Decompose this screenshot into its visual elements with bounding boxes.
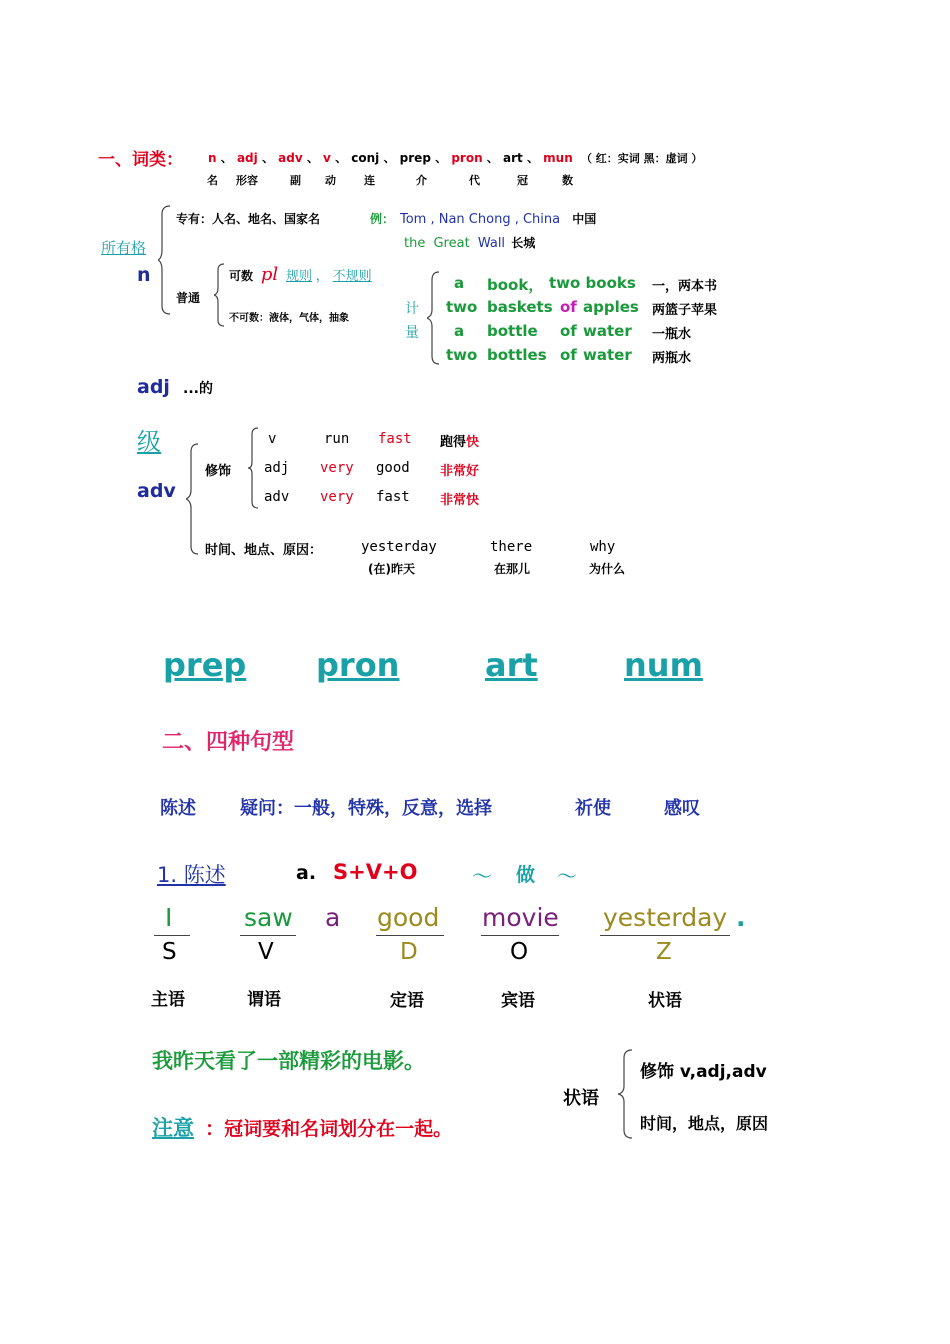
- wc-n: n: [208, 151, 217, 165]
- adj-suffix: ...的: [183, 381, 213, 397]
- role-attributive: 定语: [390, 991, 424, 1011]
- adverbial-label: 状语: [563, 1088, 599, 1109]
- wc-cn-5: 连: [364, 174, 375, 187]
- type-question: 疑问：一般，特殊，反意，选择: [240, 798, 492, 819]
- possessive-label: 所有格: [101, 239, 147, 257]
- section2-title: 二、四种句型: [162, 730, 295, 755]
- word-class-list: [208, 149, 702, 166]
- mod-row-1-cn-emph: 快: [466, 435, 480, 450]
- note-row: [152, 1112, 452, 1142]
- mod-row-1-w2: run: [324, 431, 350, 447]
- tilde-left: ～: [472, 864, 492, 888]
- mod-row-2-w2: very: [320, 460, 354, 476]
- measure-row-2-cn: 两篮子苹果: [652, 303, 718, 318]
- wc-sep: 、: [486, 151, 499, 165]
- there-word: there: [490, 539, 533, 555]
- wc-sep: 、: [335, 151, 348, 165]
- section1-title: [98, 145, 183, 170]
- role-subject: 主语: [151, 990, 185, 1010]
- wc-prep: prep: [399, 151, 431, 165]
- do-label: 做: [516, 864, 536, 886]
- example-1: [400, 210, 596, 227]
- sentence-period: .: [736, 903, 746, 932]
- note-text: ：冠词要和名词划分在一起。: [205, 1118, 453, 1140]
- tilde-right: ～: [557, 864, 577, 888]
- wc-cn-8: 冠: [517, 174, 528, 187]
- wc-pron: pron: [451, 151, 483, 165]
- example-2-cn: 长城: [511, 236, 536, 250]
- tag-D: D: [400, 939, 418, 965]
- wc-cn-2: 形容: [236, 174, 258, 187]
- irregular-rule: 不规则: [332, 269, 372, 284]
- countable-label: 可数: [229, 269, 254, 283]
- uncountable-label: 不可数：液体，气体，抽象: [229, 313, 349, 324]
- type-statement: 陈述: [160, 798, 196, 819]
- underline-movie: [481, 935, 559, 936]
- example-1-cn: 中国: [572, 212, 597, 226]
- measure-row-4-cn: 两瓶水: [652, 351, 692, 366]
- mod-row-1-cn: 跑得快: [440, 435, 480, 450]
- tag-O: O: [510, 939, 529, 965]
- adv-brace: [186, 442, 200, 556]
- measure-row-2-c: apples: [583, 298, 639, 316]
- wc-sep: 、: [383, 151, 396, 165]
- word-art: art: [485, 646, 538, 684]
- sentence-word-a: a: [325, 903, 341, 932]
- measure-row-3-a: a: [454, 322, 465, 340]
- adj-label: adj: [137, 376, 170, 398]
- mod-row-3-w1: adv: [264, 489, 290, 505]
- mod-row-1-w3: fast: [378, 431, 412, 447]
- role-adverbial: 状语: [648, 991, 682, 1011]
- sentence-word-yesterday: yesterday: [603, 903, 728, 932]
- measure-row-1-c: two books: [549, 274, 636, 292]
- underline-I: [154, 935, 190, 936]
- wc-sep: 、: [526, 151, 539, 165]
- noun-letter: n: [137, 264, 151, 286]
- formula: S+V+O: [333, 860, 418, 884]
- measure-row-2-of: of: [560, 298, 577, 316]
- statement-heading-text: 1. 陈述: [157, 863, 226, 887]
- wc-cn-4: 动: [325, 174, 336, 187]
- measure-row-3-c: water: [583, 322, 632, 340]
- measure-row-3-of: of: [560, 322, 577, 340]
- sentence-word-I: I: [165, 903, 173, 932]
- measure-row-3-b: bottle: [487, 322, 538, 340]
- word-prep: prep: [163, 646, 247, 684]
- measure-label-2: 量: [405, 325, 419, 341]
- translation: 我昨天看了一部精彩的电影。: [152, 1049, 425, 1073]
- measure-row-2-a: two: [446, 298, 478, 316]
- proper-noun-label: 专有：人名、地名、国家名: [176, 212, 321, 226]
- wc-note: （ 红：实词 黑：虚词 ）: [580, 152, 703, 165]
- wc-sep: 、: [261, 151, 274, 165]
- mod-row-3-w2: very: [320, 489, 354, 505]
- measure-row-4-of: of: [560, 346, 577, 364]
- modify-label: 修饰: [205, 464, 232, 479]
- role-predicate: 谓语: [247, 990, 281, 1010]
- tag-Z: Z: [656, 939, 672, 965]
- mod-row-3-w3: fast: [376, 489, 410, 505]
- measure-row-3-cn: 一瓶水: [652, 327, 692, 342]
- grade-label: 级: [137, 428, 161, 456]
- wc-sep: 、: [220, 151, 233, 165]
- measure-row-1-b: book，: [487, 276, 544, 294]
- yesterday-word: yesterday: [361, 539, 437, 555]
- wc-cn-7: 代: [469, 174, 480, 187]
- type-exclamation: 感叹: [664, 798, 700, 819]
- wc-sep: 、: [435, 151, 448, 165]
- adverbial-modify: 修饰 v,adj,adv: [640, 1062, 767, 1082]
- adj-row: [137, 376, 213, 398]
- time-place-reason-label: 时间、地点、原因：: [205, 543, 323, 558]
- word-pron: pron: [316, 646, 400, 684]
- sentence-word-good: good: [377, 903, 440, 932]
- comma: ，: [315, 269, 329, 284]
- yesterday-cn: (在)昨天: [368, 562, 415, 576]
- measure-row-1-cn: 一，两本书: [652, 279, 718, 294]
- example-2c: Wall: [477, 236, 506, 251]
- word-num: num: [624, 646, 703, 684]
- wc-v: v: [323, 151, 331, 165]
- formula-a: a.: [296, 862, 317, 884]
- mod-row-1-w1: v: [268, 431, 277, 447]
- wc-mun: mun: [543, 151, 573, 165]
- wc-cn-9: 数: [562, 174, 573, 187]
- wc-cn-3: 副: [290, 174, 301, 187]
- mod-row-2-w3: good: [376, 460, 410, 476]
- plural-pl: pl: [260, 264, 279, 285]
- wc-cn-1: 名: [207, 174, 218, 187]
- sentence-word-saw: saw: [244, 903, 293, 932]
- example-label: 例：: [370, 212, 395, 226]
- common-noun-label: 普通: [176, 291, 201, 305]
- measure-brace: [427, 270, 441, 366]
- wc-art: art: [503, 151, 523, 165]
- modify-brace: [248, 426, 260, 510]
- example-1-text: Tom , Nan Chong , China: [400, 212, 561, 227]
- tag-V: V: [258, 939, 274, 965]
- mod-row-3-cn: 非常快: [440, 493, 480, 508]
- measure-row-4-c: water: [583, 346, 632, 364]
- why-word: why: [590, 539, 616, 555]
- adv-label: adv: [137, 480, 176, 502]
- why-cn: 为什么: [589, 562, 626, 576]
- regular-rule: 规则: [285, 269, 312, 284]
- wc-adv: adv: [278, 151, 303, 165]
- type-imperative: 祈使: [575, 798, 611, 819]
- mod-row-2-cn: 非常好: [440, 464, 480, 479]
- measure-row-1-a: a: [454, 274, 465, 292]
- underline-saw: [240, 935, 296, 936]
- example-2: [404, 234, 535, 251]
- measure-row-4-a: two: [446, 346, 478, 364]
- measure-row-2-b: baskets: [487, 298, 553, 316]
- wc-conj: conj: [351, 151, 380, 165]
- noun-brace: [158, 204, 172, 316]
- sentence-word-movie: movie: [482, 903, 559, 932]
- section1-title-text: 一、词类：: [98, 150, 183, 170]
- measure-row-4-b: bottles: [487, 346, 547, 364]
- countable-row: [229, 264, 372, 285]
- underline-yesterday: [600, 935, 730, 936]
- note-label: 注意: [152, 1116, 194, 1140]
- tag-S: S: [162, 939, 177, 965]
- wc-cn-6: 介: [416, 174, 427, 187]
- statement-heading: [157, 859, 226, 889]
- there-cn: 在那儿: [494, 562, 531, 576]
- mod-row-2-w1: adj: [264, 460, 290, 476]
- wc-adj: adj: [236, 151, 258, 165]
- example-2a: the: [404, 236, 426, 251]
- adverbial-brace: [618, 1048, 634, 1140]
- measure-label-1: 计: [405, 301, 419, 317]
- wc-sep: 、: [306, 151, 319, 165]
- common-brace: [214, 262, 226, 328]
- role-object: 宾语: [501, 991, 535, 1011]
- adverbial-time-place-reason: 时间，地点，原因: [640, 1114, 769, 1133]
- example-2b: Great: [433, 236, 470, 251]
- underline-good: [376, 935, 444, 936]
